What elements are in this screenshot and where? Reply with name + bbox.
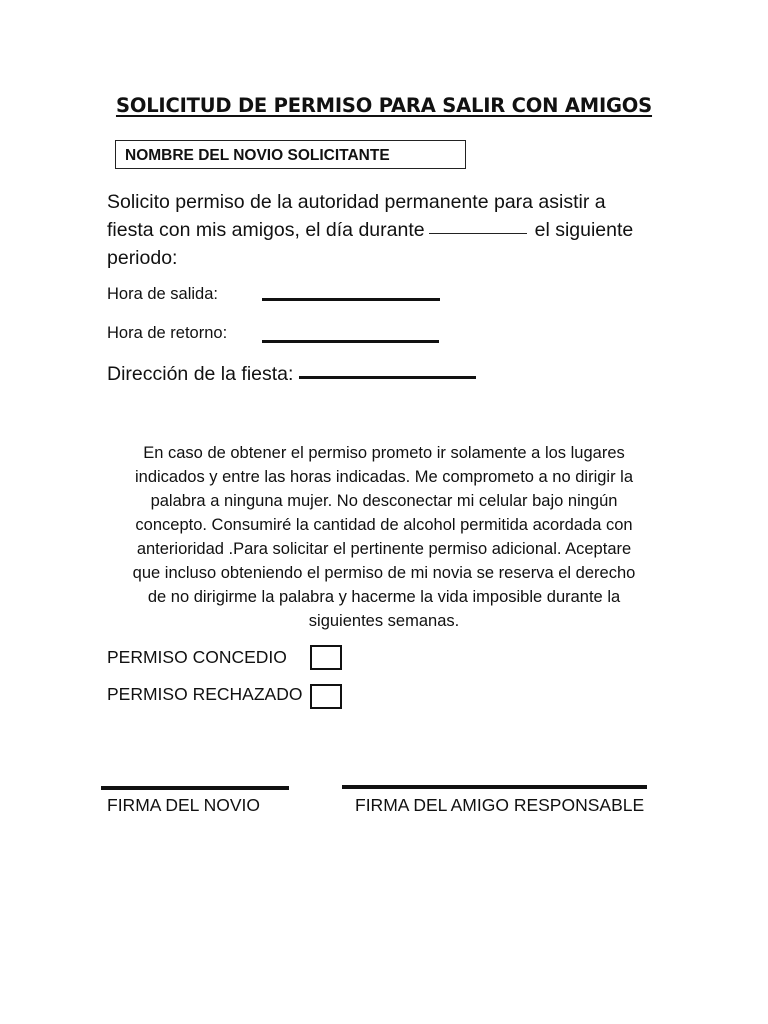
conditions-line: de no dirigirme la palabra y hacerme la vida imposible durante la — [147, 588, 621, 606]
request-line-2 — [107, 216, 667, 244]
permission-rejected-label: PERMISO RECHAZADO — [107, 684, 303, 704]
conditions-line: que incluso obteniendo el permiso de mi novia se reserva el derecho — [132, 564, 636, 582]
conditions-line: concepto. Consumiré la cantidad de alcohol permitida acordada con — [135, 516, 633, 534]
permission-granted-checkbox[interactable] — [310, 645, 342, 670]
departure-time-field[interactable] — [262, 298, 440, 301]
party-address-field[interactable] — [299, 376, 476, 379]
boyfriend-signature-label: FIRMA DEL NOVIO — [107, 795, 260, 815]
request-line-1: Solicito permiso de la autoridad permanente para asistir a — [107, 191, 606, 213]
permission-granted-label: PERMISO CONCEDIO — [107, 647, 287, 667]
conditions-line: anterioridad .Para solicitar el pertinente permiso adicional. Aceptare — [136, 540, 632, 558]
conditions-line: En caso de obtener el permiso prometo ir solamente a los lugares — [143, 444, 625, 462]
request-paragraph — [107, 188, 667, 272]
conditions-line: indicados y entre las horas indicadas. Me comprometo a no dirigir la — [135, 468, 633, 486]
conditions-paragraph — [105, 441, 663, 633]
document-title: SOLICITUD DE PERMISO PARA SALIR CON AMIGOS — [115, 94, 653, 117]
return-time-field[interactable] — [262, 340, 439, 343]
friend-signature-line[interactable] — [342, 785, 647, 789]
boyfriend-signature-line[interactable] — [101, 786, 289, 790]
departure-time-label: Hora de salida: — [107, 285, 218, 303]
request-line-2-start: fiesta con mis amigos, el día durante — [107, 219, 425, 241]
applicant-name-field[interactable] — [115, 140, 466, 169]
applicant-name-label: NOMBRE DEL NOVIO SOLICITANTE — [125, 147, 390, 164]
date-blank-field[interactable] — [429, 232, 527, 234]
conditions-line: siguientes semanas. — [308, 612, 460, 630]
conditions-line: palabra a ninguna mujer. No desconectar mi celular bajo ningún — [150, 492, 618, 510]
party-address-label: Dirección de la fiesta: — [107, 363, 294, 385]
return-time-label: Hora de retorno: — [107, 324, 228, 342]
friend-signature-label: FIRMA DEL AMIGO RESPONSABLE — [355, 795, 645, 815]
permission-rejected-checkbox[interactable] — [310, 684, 342, 709]
request-line-2-end: el siguiente — [534, 219, 634, 241]
request-line-3: periodo: — [107, 247, 178, 269]
